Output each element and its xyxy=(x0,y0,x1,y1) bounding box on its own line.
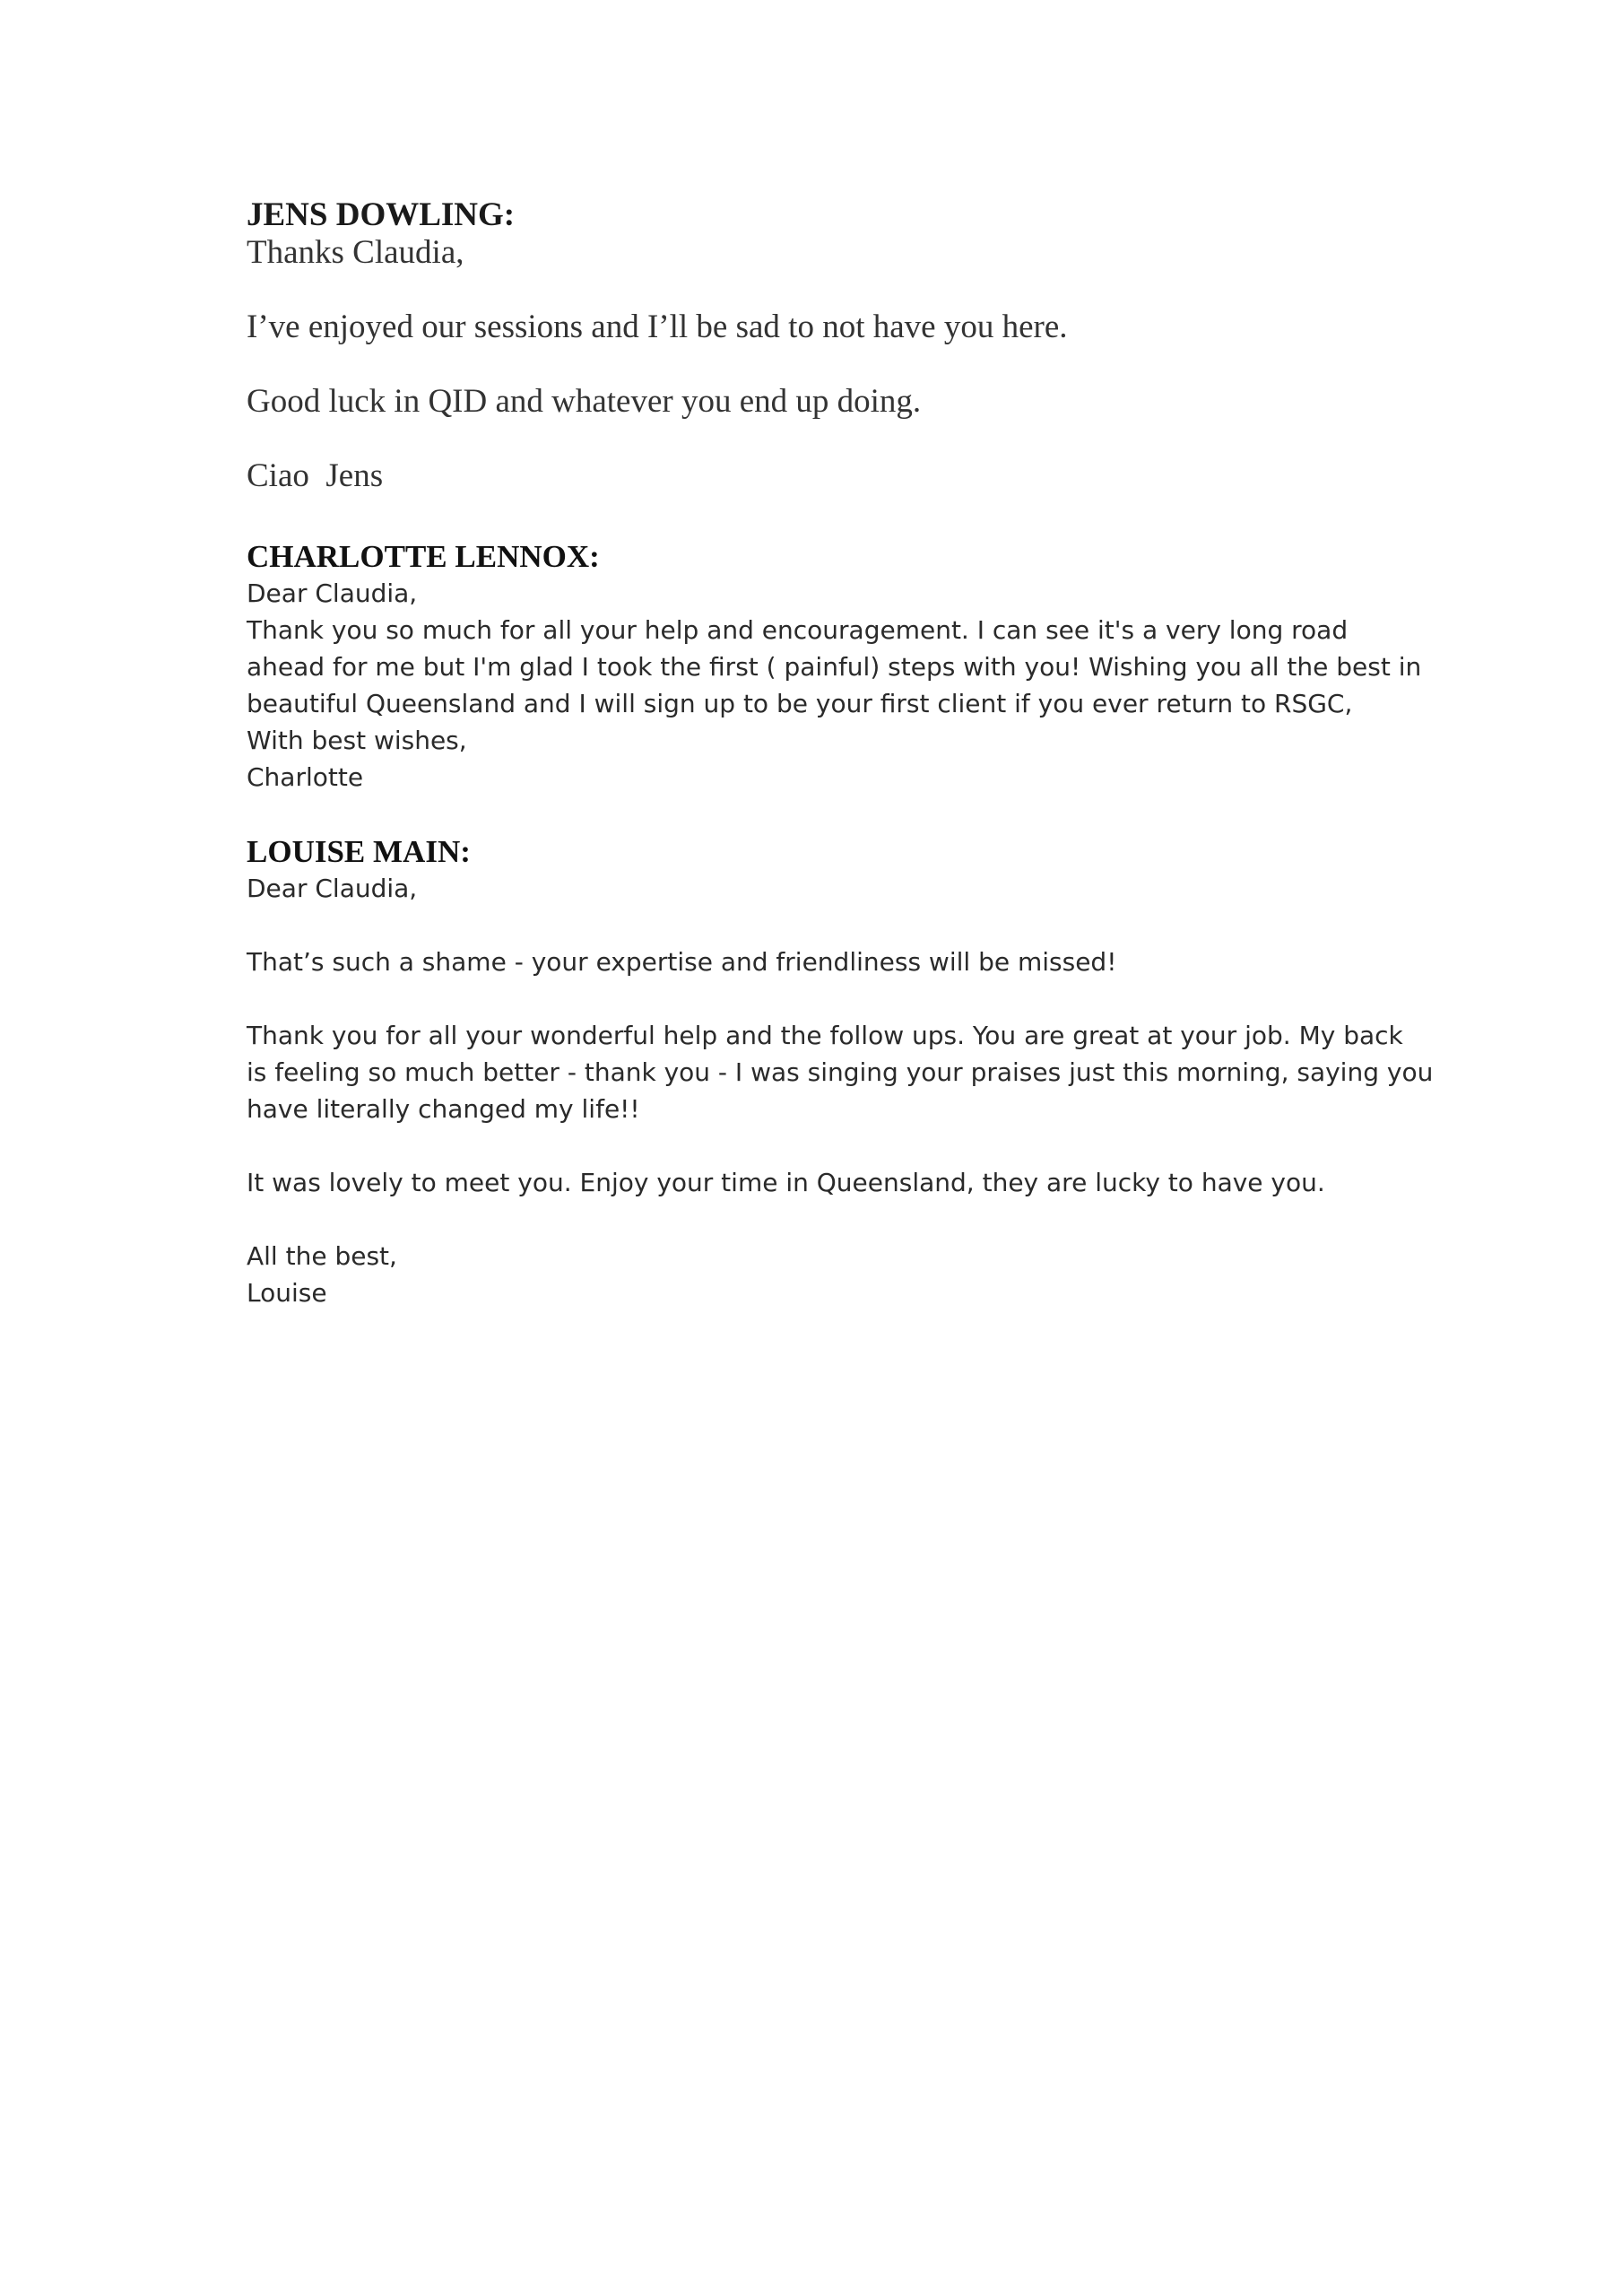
charlotte-heading: CHARLOTTE LENNOX: xyxy=(247,539,600,574)
jens-paragraph-1: I’ve enjoyed our sessions and I’ll be sad to not have you here. xyxy=(247,309,1068,345)
louise-heading: LOUISE MAIN: xyxy=(247,834,471,869)
jens-heading: JENS DOWLING: xyxy=(247,196,516,233)
charlotte-line: Thank you so much for all your help and encouragement. I can see it's a very long road xyxy=(247,615,1349,645)
louise-paragraph-1: That’s such a shame - your expertise and friendliness will be missed! xyxy=(247,947,1117,977)
charlotte-line: Dear Claudia, xyxy=(247,578,418,608)
louise-paragraph-2-line: have literally changed my life!! xyxy=(247,1094,640,1124)
jens-signoff: Ciao Jens xyxy=(247,457,384,494)
charlotte-lennox-message xyxy=(247,538,1422,796)
charlotte-line: With best wishes, xyxy=(247,726,467,755)
charlotte-line: beautiful Queensland and I will sign up to be your first client if you ever return to RSGC, xyxy=(247,689,1353,718)
louise-closing: All the best, xyxy=(247,1241,397,1271)
louise-name: Louise xyxy=(247,1278,327,1308)
charlotte-line: Charlotte xyxy=(247,762,364,792)
louise-paragraph-2-line: Thank you for all your wonderful help and the follow ups. You are great at your job. My back xyxy=(247,1021,1403,1050)
louise-greeting: Dear Claudia, xyxy=(247,874,418,903)
louise-paragraph-2-line: is feeling so much better - thank you - I was singing your praises just this morning, saying you xyxy=(247,1057,1434,1087)
jens-paragraph-2: Good luck in QID and whatever you end up doing. xyxy=(247,383,922,420)
jens-greeting: Thanks Claudia, xyxy=(247,234,464,271)
louise-paragraph-3: It was lovely to meet you. Enjoy your time in Queensland, they are lucky to have you. xyxy=(247,1168,1325,1197)
jens-dowling-message xyxy=(247,196,1394,496)
louise-main-message xyxy=(247,833,1434,1311)
charlotte-line: ahead for me but I'm glad I took the first ( painful) steps with you! Wishing you all the best in xyxy=(247,652,1422,682)
